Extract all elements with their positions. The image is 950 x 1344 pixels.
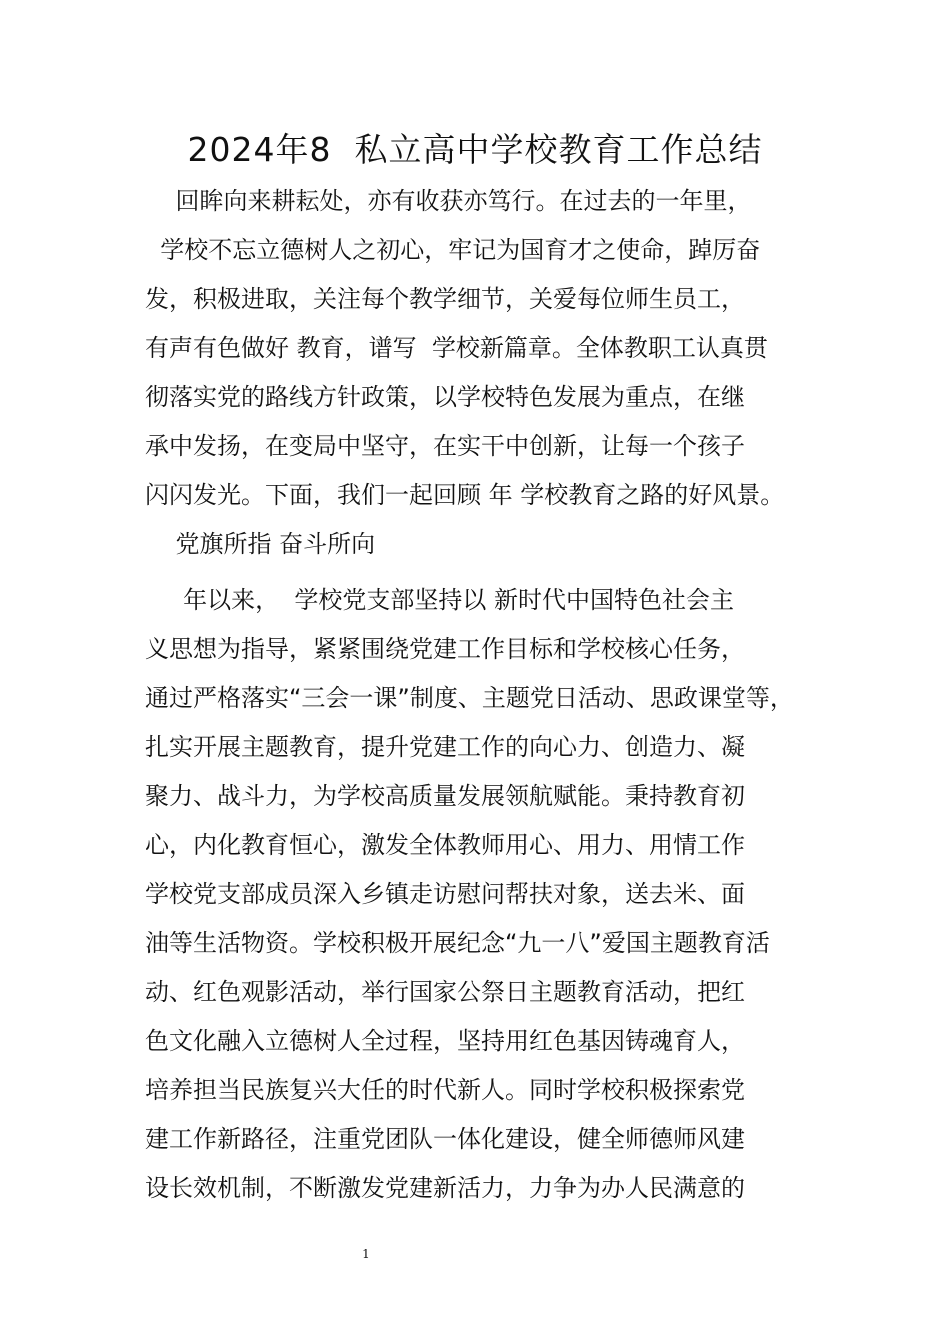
paragraph-line: 闪闪发光。下面，我们一起回顾 年 学校教育之路的好风景。 [145, 481, 785, 509]
section-heading: 党旗所指 奋斗所向 [145, 530, 376, 558]
paragraph-line: 油等生活物资。学校积极开展纪念“九一八”爱国主题教育活 [145, 929, 770, 957]
paragraph-line: 有声有色做好 教育，谱写 学校新篇章。全体教职工认真贯 [145, 334, 768, 362]
paragraph-line: 通过严格落实“三会一课”制度、主题党日活动、思政课堂等， [145, 684, 794, 712]
paragraph-line: 聚力、战斗力，为学校高质量发展领航赋能。秉持教育初 [145, 782, 745, 810]
paragraph-line: 回眸向来耕耘处，亦有收获亦笃行。在过去的一年里， [145, 187, 752, 215]
paragraph-line: 义思想为指导，紧紧围绕党建工作目标和学校核心任务， [145, 635, 745, 663]
document-title: 2024年8 私立高中学校教育工作总结 [187, 130, 763, 169]
paragraph-line: 发，积极进取，关注每个教学细节，关爱每位师生员工， [145, 285, 745, 313]
paragraph-line: 承中发扬，在变局中坚守，在实干中创新，让每一个孩子 [145, 432, 745, 460]
paragraph-line: 年以来， 学校党支部坚持以 新时代中国特色社会主 [145, 586, 735, 614]
paragraph-line: 建工作新路径，注重党团队一体化建设，健全师德师风建 [145, 1125, 745, 1153]
paragraph-line: 扎实开展主题教育，提升党建工作的向心力、创造力、凝 [145, 733, 745, 761]
page-number: 1 [362, 1247, 370, 1261]
paragraph-line: 色文化融入立德树人全过程，坚持用红色基因铸魂育人， [145, 1027, 745, 1055]
paragraph-line: 彻落实党的路线方针政策，以学校特色发展为重点，在继 [145, 383, 745, 411]
paragraph-line: 动、红色观影活动，举行国家公祭日主题教育活动，把红 [145, 978, 745, 1006]
paragraph-line: 培养担当民族复兴大任的时代新人。同时学校积极探索党 [145, 1076, 745, 1104]
paragraph-line: 设长效机制，不断激发党建新活力，力争为办人民满意的 [145, 1174, 745, 1202]
paragraph-line: 学校党支部成员深入乡镇走访慰问帮扶对象，送去米、面 [145, 880, 745, 908]
paragraph-line: 学校不忘立德树人之初心，牢记为国育才之使命，踔厉奋 [145, 236, 761, 264]
paragraph-line: 心，内化教育恒心，激发全体教师用心、用力、用情工作 [145, 831, 745, 859]
